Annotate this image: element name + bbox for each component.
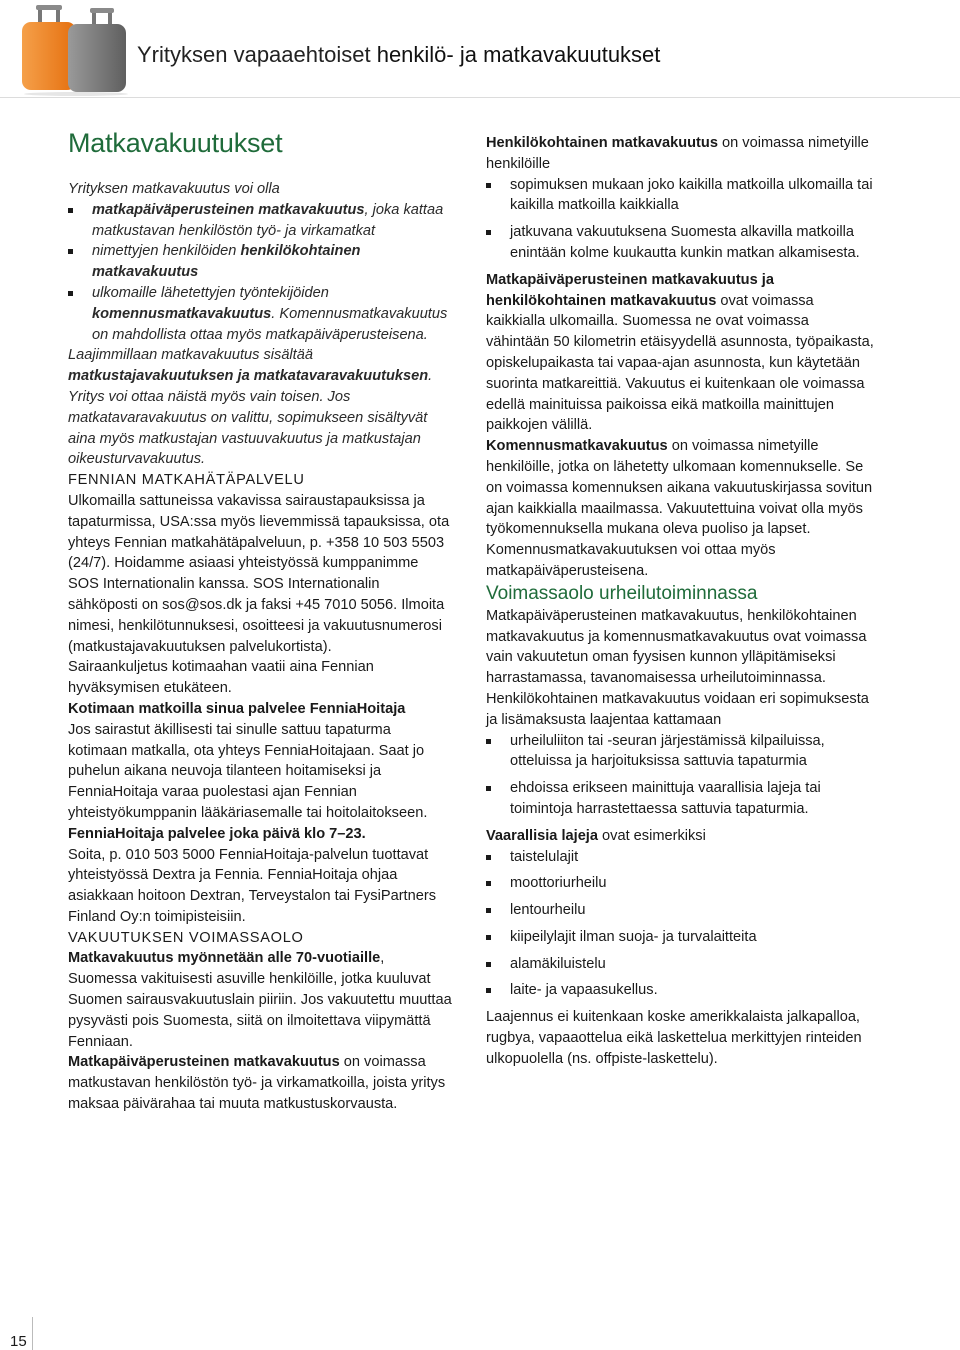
section-heading-validity: VAKUUTUKSEN VOIMASSAOLO [68,929,304,946]
hoitaja-hours: FenniaHoitaja palvelee joka päivä klo 7–23. [68,825,366,842]
mpp-paragraph: Matkapäiväperusteinen matkavakuutus on voimassa matkustavan henkilöstön työ- ja virkamatkoilla, joista yritys maksaa päivärahaa tai muuta matkustuskorvausta. [68,1054,446,1113]
intro-list [68,200,452,346]
header-divider [0,97,960,98]
page-number: 15 [10,1333,27,1350]
combo-paragraph: Matkapäiväperusteinen matkavakuutus ja henkilökohtainen matkavakuutus ovat voimassa kaikkialla ulkomailla. Suomessa ne ovat voimassa vähintään 50 kilometrin etäisyydellä asunnosta, työpaikasta, opiskelupaikasta tai vapaa-ajan asunnosta, kun käytetään suorinta matkareittiä. Vakuutus ei kuitenkaan ole voimassa edellä mainituissa paikoissa eikä matkoilla mainittujen paikkojen välillä. [486,271,874,434]
transport-paragraph: Sairaankuljetus kotimaahan vaatii aina Fennian hyväksymisen etukäteen. [68,659,374,697]
hk-list [486,175,876,264]
sport-paragraph: Matkapäiväperusteinen matkavakuutus, henkilökohtainen matkavakuutus ja komennusmatkavakuutus ovat voimassa vain vakuutetun oman fyysisen kunnon ylläpitämiseksi harrastamassa, tavanomaisessa urheilutoiminnassa. [486,607,867,687]
list-item: lentourheilu [486,900,876,921]
sport-list [486,731,876,820]
list-item: taistelulajit [486,847,876,868]
list-item: ehdoissa erikseen mainittuja vaarallisia lajeja tai toimintoja harrastettaessa sattuvia tapaturmia. [486,778,876,820]
list-item: alamäkiluistelu [486,954,876,975]
closing-paragraph: Laajennus ei kuitenkaan koske amerikkalaista jalkapalloa, rugbya, vapaaottelua eikä laskettelua merkittyjen rinteiden ulkopuolella (ns. offpiste-laskettelu). [486,1009,862,1067]
extension-paragraph: Henkilökohtainen matkavakuutus voidaan eri sopimuksesta ja lisämaksusta laajentaa kattamaan [486,690,869,728]
right-column [486,133,876,1070]
section-heading-fennia: FENNIAN MATKAHÄTÄPALVELU [68,472,305,489]
list-item: ulkomaille lähetettyjen työntekijöiden komennusmatkavakuutus. Komennusmatkavakuutus on mahdollista ottaa myös matkapäiväperusteisena. [68,283,452,345]
page-title: Matkavakuutukset [68,128,283,158]
page-header [0,0,960,105]
page-number-divider [32,1317,33,1350]
header-title: Yrityksen vapaaehtoiset henkilö- ja matkavakuutukset [137,42,661,67]
list-item: urheiluliiton tai -seuran järjestämissä kilpailuissa, otteluissa ja harjoituksissa sattuvia tapaturmia [486,731,876,773]
section-heading-sport: Voimassaolo urheilutoiminnassa [486,582,758,604]
fennia-paragraph: Ulkomailla sattuneissa vakavissa sairaustapauksissa ja tapaturmissa, USA:ssa myös lievemmissä tapauksissa, ota yhteys Fennian matkahätäpalveluun, p. +358 10 503 5503 (24/7). Hoidamme asiaasi yhteistyössä kumppanimme SOS Internationalin kanssa. SOS Internationalin sähköposti on sos@sos.dk ja faksi +45 7010 5056. Ilmoita nimesi, henkilötunnuksesi, osoitteesi ja vakuutusnumerosi (matkustajavakuutuksen palvelukortista). [68,492,450,655]
hoitaja-contact: Soita, p. 010 503 5000 FenniaHoitaja-palvelun tuottavat yhteistyössä Dextra ja Fennia. FenniaHoitaja ohjaa asiakkaan hoitoon Dextran, Terveystalon tai FysiPartners Finland Oy:n toimipisteisiin. [68,846,436,925]
list-item: nimettyjen henkilöiden henkilökohtainen matkavakuutus [68,241,452,283]
validity-paragraph: Matkavakuutus myönnetään alle 70-vuotiaille, Suomessa vakituisesti asuville henkilöille, jotka kuuluvat Suomen sairausvakuutuslain piiriin. Jos vakuutettu muuttaa pysyvästi pois Suomesta, siitä on ilmoitettava viipymättä Fenniaan. [68,950,452,1050]
list-item: moottoriurheilu [486,873,876,894]
list-item: laite- ja vapaasukellus. [486,980,876,1001]
danger-list [486,847,876,1002]
section-heading-hoitaja: Kotimaan matkoilla sinua palvelee FenniaHoitaja [68,700,406,717]
danger-intro: Vaarallisia lajeja ovat esimerkiksi [486,827,706,844]
left-column [68,128,452,1115]
list-item: jatkuvana vakuutuksena Suomesta alkavilla matkoilla enintään kolme kuukautta kunkin matkan alkamisesta. [486,222,876,264]
hoitaja-paragraph: Jos sairastut äkillisesti tai sinulle sattuu tapaturma kotimaan matkalla, ota yhteys FenniaHoitajaan. Saat jo puhelun aikana neuvoja tilanteen hoitamiseksi ja FenniaHoitaja varaa puolestasi ajan Fennian yhteistyökumppanin lääkäriasemalle tai hoitolaitokseen. [68,721,428,821]
list-item: kiipeilylajit ilman suoja- ja turvalaitteita [486,927,876,948]
list-item: matkapäiväperusteinen matkavakuutus, joka kattaa matkustavan henkilöstön työ- ja virkamatkat [68,200,452,242]
intro-text: Yrityksen matkavakuutus voi olla [68,181,280,197]
scope-paragraph: Laajimmillaan matkavakuutus sisältää matkustajavakuutuksen ja matkatavaravakuutuksen. Yritys voi ottaa näistä myös vain toisen. Jos matkatavaravakuutus on valittu, sopimukseen sisältyvät aina myös matkustajan vastuuvakuutus ja matkustajan oikeusturvavakuutus. [68,347,433,468]
luggage-icon [12,4,132,96]
kom-paragraph: Komennusmatkavakuutus on voimassa nimetyille henkilöille, jotka on lähetetty ulkomaan komennukselle. Se on voimassa komennuksen aikana vakuutuskirjassa sovitun ajan kaikkialla maailmassa. Vakuutettuina voivat olla myös työkomennuksella mukana oleva puoliso ja lapset. Komennusmatkavakuutuksen voi ottaa myös matkapäiväperusteisena. [486,438,873,579]
list-item: sopimuksen mukaan joko kaikilla matkoilla ulkomailla tai kaikilla matkoilla kaikkialla [486,175,876,217]
hk-paragraph: Henkilökohtainen matkavakuutus on voimassa nimetyille henkilöille [486,135,869,172]
